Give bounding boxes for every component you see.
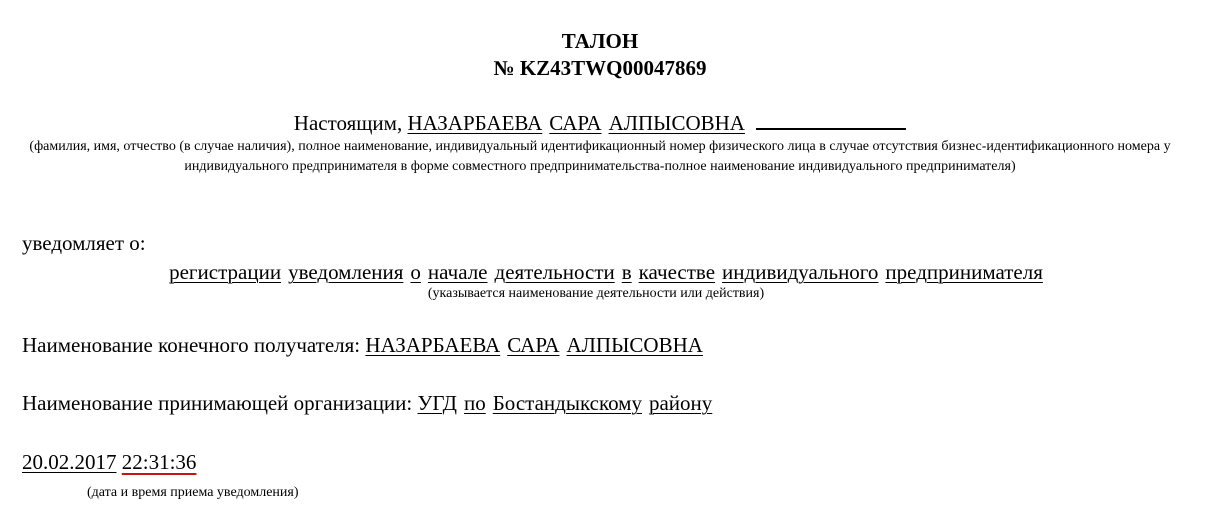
activity-description <box>0 259 1212 285</box>
organization-line <box>22 390 712 416</box>
received-datetime <box>22 449 196 475</box>
organization-label: Наименование принимающей организации: <box>22 391 413 415</box>
applicant-hint: (фамилия, имя, отчество (в случае наличия), полное наименование, индивидуальный идентификационный номер физического лица в случае отсутствия бизнес-идентификационного номера у индивидуального предпринимателя в форме совместного предпринимательства-полное наименование индивидуального предпринимателя) <box>29 139 1171 174</box>
received-time: 22:31:36 <box>121 450 197 474</box>
activity-word: качестве <box>638 260 716 284</box>
document-title: ТАЛОН <box>561 29 639 53</box>
intro-line <box>0 110 1200 136</box>
organization-value-word: району <box>648 391 713 415</box>
applicant-name-word: САРА <box>549 111 602 135</box>
recipient-line <box>22 332 703 358</box>
document-header <box>0 28 1200 82</box>
activity-word: уведомления <box>288 260 404 284</box>
intro-prefix: Настоящим, <box>293 111 403 135</box>
blank-line <box>756 110 906 130</box>
organization-value-word: УГД <box>417 391 457 415</box>
activity-hint: (указывается наименование деятельности или действия) <box>427 286 765 301</box>
activity-word: индивидуального <box>722 260 879 284</box>
document-number: № KZ43TWQ00047869 <box>493 56 707 80</box>
organization-value-word: Бостандыкскому <box>492 391 642 415</box>
activity-word: регистрации <box>169 260 282 284</box>
applicant-name-word: НАЗАРБАЕВА <box>407 111 543 135</box>
applicant-name-word: АЛПЫСОВНА <box>608 111 745 135</box>
activity-word: в <box>621 260 632 284</box>
activity-word: предпринимателя <box>885 260 1043 284</box>
datetime-hint: (дата и время приема уведомления) <box>87 485 299 500</box>
organization-value-word: по <box>464 391 486 415</box>
recipient-value-word: АЛПЫСОВНА <box>566 333 703 357</box>
recipient-value-word: САРА <box>507 333 560 357</box>
recipient-value-word: НАЗАРБАЕВА <box>365 333 501 357</box>
activity-word: начале <box>427 260 488 284</box>
activity-word: деятельности <box>494 260 615 284</box>
notify-label: уведомляет о: <box>22 231 146 255</box>
activity-word: о <box>410 260 421 284</box>
recipient-label: Наименование конечного получателя: <box>22 333 361 357</box>
received-date: 20.02.2017 <box>22 450 117 474</box>
applicant-name <box>407 111 750 135</box>
